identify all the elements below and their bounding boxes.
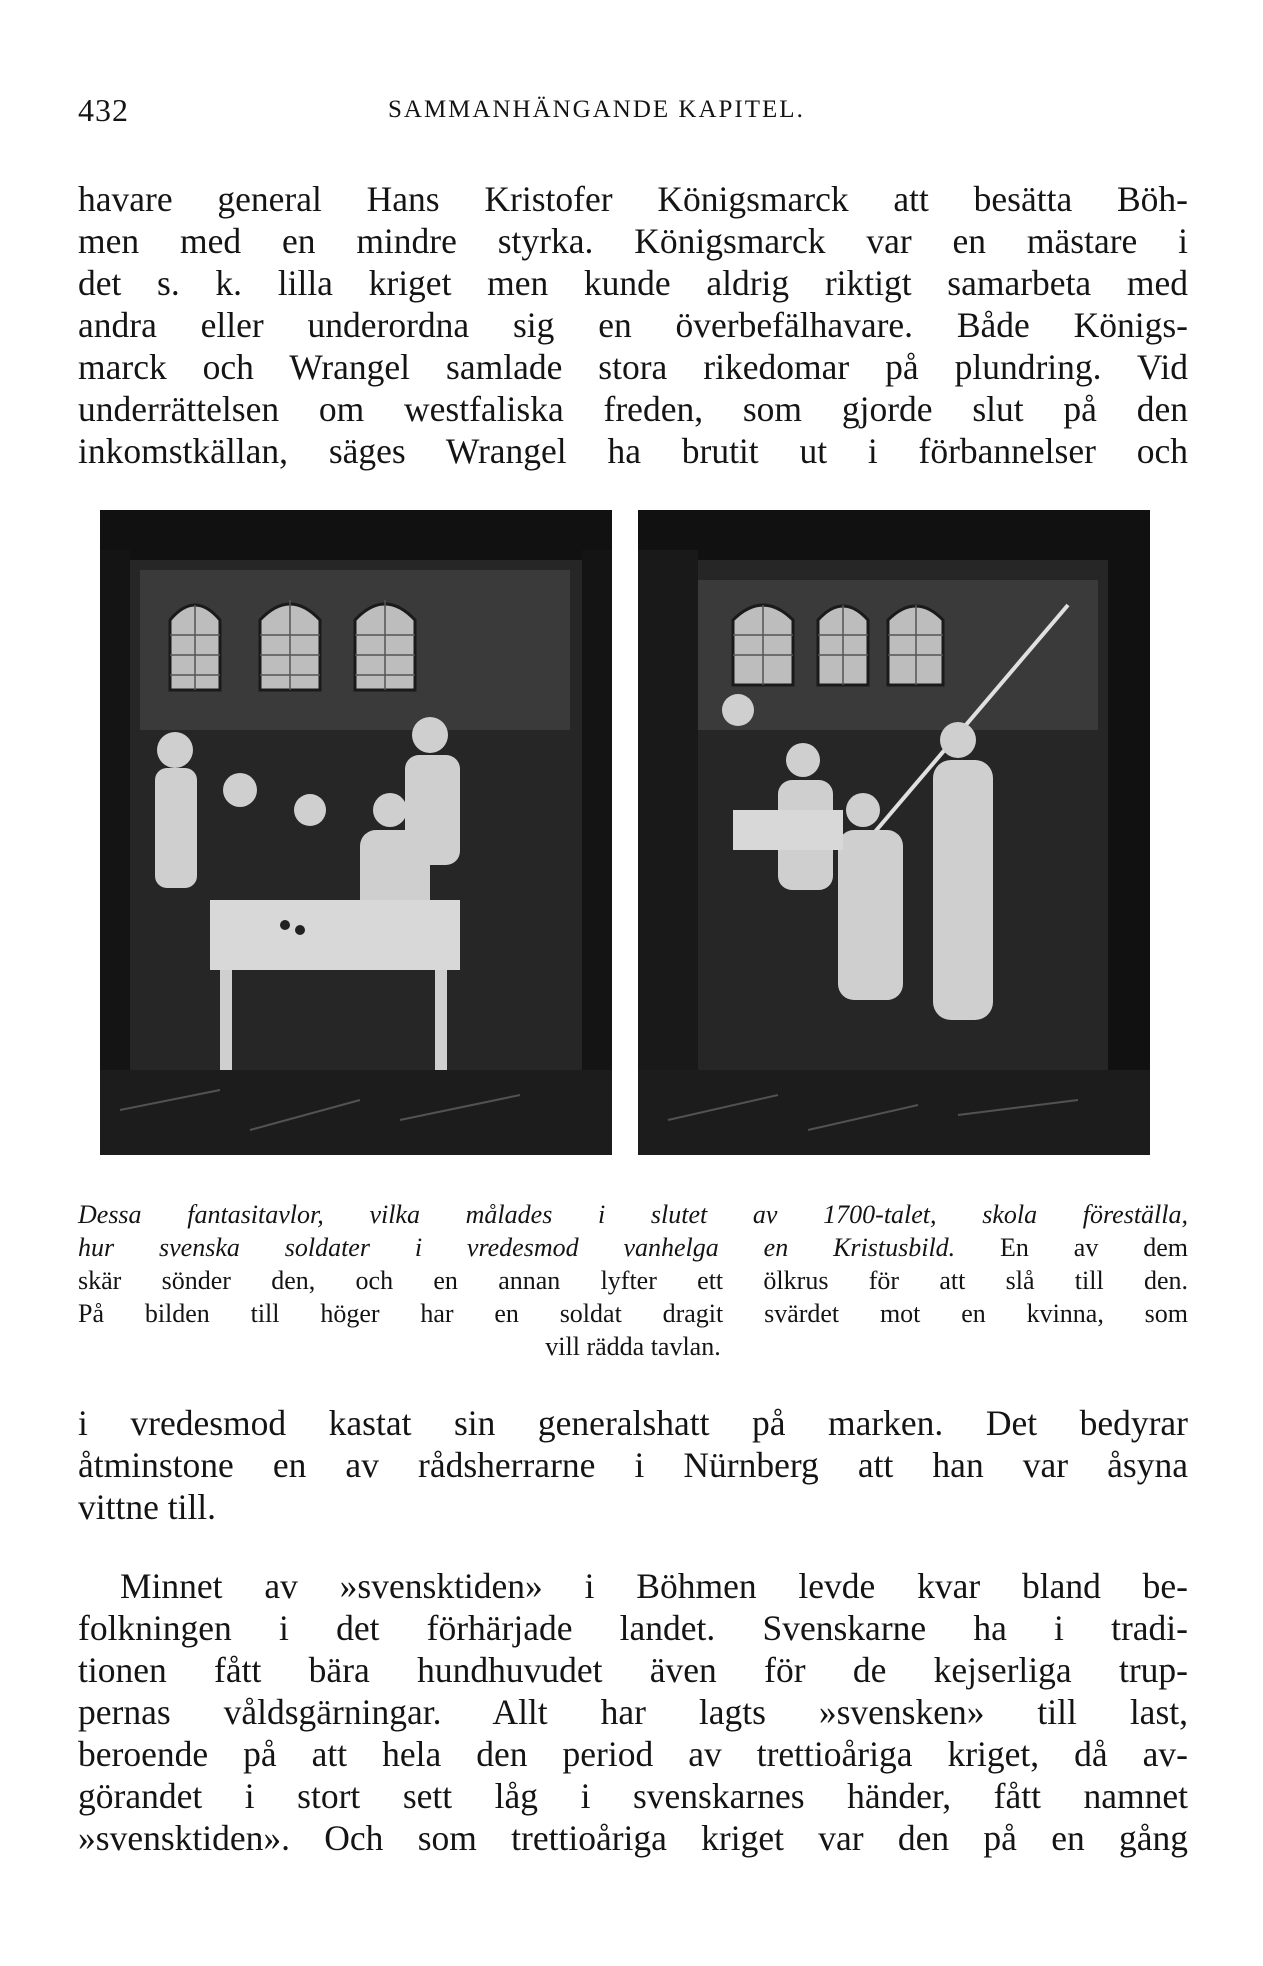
text-line: havare general Hans Kristofer Königsmarck att besätta Böh-	[78, 179, 1188, 219]
text-line: »svensktiden». Och som trettioåriga kriget var den på en gång	[78, 1818, 1188, 1858]
caption-italic-1: Dessa fantasitavlor, vilka målades i slutet av 1700-talet, skola föreställa,	[78, 1200, 1188, 1229]
text-line: Minnet av »svensktiden» i Böhmen levde kvar bland be-	[120, 1566, 1188, 1606]
illustration	[100, 510, 1150, 1155]
text-line: vittne till.	[78, 1487, 217, 1527]
left-plate	[100, 510, 612, 1155]
figure-caption	[78, 1198, 1188, 1363]
text-line: folkningen i det förhärjade landet. Svenskarne ha i tradi-	[78, 1608, 1188, 1648]
text-line: marck och Wrangel samlade stora rikedomar på plundring. Vid	[78, 347, 1188, 387]
running-title: SAMMANHÄNGANDE KAPITEL.	[388, 96, 805, 123]
right-plate	[638, 510, 1150, 1155]
text-line: pernas våldsgärningar. Allt har lagts »svensken» till last,	[78, 1692, 1188, 1732]
paragraph-2	[78, 1402, 1188, 1528]
paragraph-3	[78, 1565, 1188, 1859]
page-number: 432	[78, 92, 129, 128]
caption-line: skär sönder den, och en annan lyfter ett ölkrus för att slå till den.	[78, 1266, 1188, 1295]
text-line: i vredesmod kastat sin generalshatt på marken. Det bedyrar	[78, 1403, 1188, 1443]
paragraph-1	[78, 178, 1188, 472]
text-line: tionen fått bära hundhuvudet även för de kejserliga trup-	[78, 1650, 1188, 1690]
soldier-with-sword-painting	[638, 510, 1150, 1155]
caption-line	[78, 1231, 1188, 1264]
text-line: åtminstone en av rådsherrarne i Nürnberg att han var åsyna	[78, 1445, 1188, 1485]
caption-line	[78, 1198, 1188, 1231]
text-line: andra eller underordna sig en överbefälhavare. Både Königs-	[78, 305, 1188, 345]
text-line: det s. k. lilla kriget men kunde aldrig riktigt samarbeta med	[78, 263, 1188, 303]
caption-italic-2: hur svenska soldater i vredesmod vanhelga en Kristusbild.	[78, 1233, 956, 1262]
text-line: görandet i stort sett låg i svenskarnes händer, fått namnet	[78, 1776, 1188, 1816]
text-line: underrättelsen om westfaliska freden, som gjorde slut på den	[78, 389, 1188, 429]
caption-line: vill rädda tavlan.	[545, 1332, 721, 1361]
caption-roman-tail: En av dem	[955, 1233, 1188, 1262]
text-line: inkomstkällan, säges Wrangel ha brutit ut i förbannelser och	[78, 431, 1188, 471]
page-header	[78, 92, 1188, 132]
caption-line: På bilden till höger har en soldat dragit svärdet mot en kvinna, som	[78, 1299, 1188, 1328]
text-line: beroende på att hela den period av trettioåriga kriget, då av-	[78, 1734, 1188, 1774]
soldiers-at-table-painting	[100, 510, 612, 1155]
text-line: men med en mindre styrka. Königsmarck var en mästare i	[78, 221, 1188, 261]
